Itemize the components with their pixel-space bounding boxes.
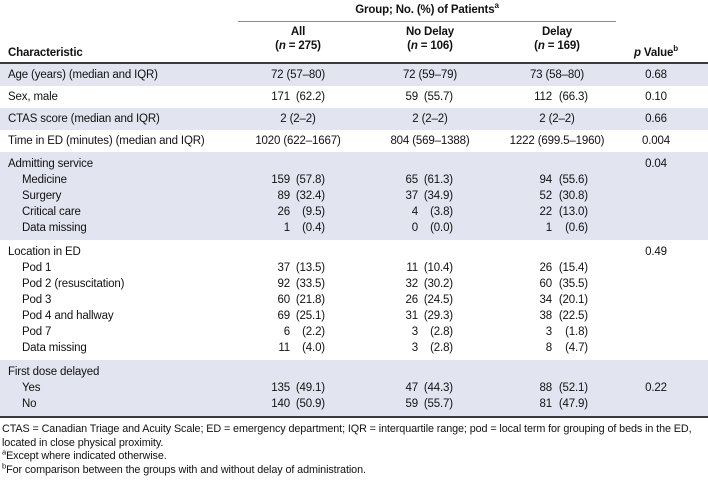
table-row [0, 188, 708, 204]
count-value: 60 [539, 278, 552, 290]
cell-delay [502, 380, 612, 396]
cell-no-delay [368, 86, 492, 108]
cell-delay [502, 220, 612, 236]
table-row [0, 86, 708, 108]
table-row [0, 308, 708, 324]
footnote-marker: a [2, 447, 7, 457]
percent-value: (55.7) [423, 398, 453, 410]
count-value: 0 [411, 222, 418, 234]
percent-value: (0.6) [565, 222, 588, 234]
count-value: 31 [405, 310, 418, 322]
cell-all: 72 (57–80) [270, 69, 326, 81]
group-spanner-heading [238, 1, 616, 19]
table-row [0, 340, 708, 356]
footnotes [0, 418, 708, 477]
percent-value: (57.8) [295, 174, 325, 186]
row-label: Pod 4 and hallway [22, 310, 114, 322]
percent-value: (21.8) [295, 294, 325, 306]
table-row [0, 130, 708, 152]
percent-value: (13.5) [295, 262, 325, 274]
group-n [502, 39, 612, 53]
count-value: 92 [277, 278, 290, 290]
percent-value: (1.8) [565, 326, 588, 338]
percent-value: (35.5) [558, 278, 588, 290]
percent-value: (61.3) [423, 174, 453, 186]
cell-delay [502, 396, 612, 412]
n-italic: n [537, 40, 545, 52]
cell-delay [502, 276, 612, 292]
percent-value: (30.2) [423, 278, 453, 290]
table-row [0, 244, 708, 260]
table-row [0, 324, 708, 340]
count-value: 26 [405, 294, 418, 306]
cell-delay [502, 340, 612, 356]
group-column-header-delay [502, 25, 612, 53]
group-name: Delay [542, 26, 572, 38]
row-label: Age (years) (median and IQR) [8, 69, 158, 81]
cell-delay [502, 86, 612, 108]
table-row [0, 204, 708, 220]
row-band [0, 130, 708, 152]
p-value: 0.66 [645, 113, 667, 125]
percent-value: (15.4) [558, 262, 588, 274]
count-value: 47 [405, 382, 418, 394]
cell-no-delay [368, 380, 492, 396]
count-value: 3 [545, 326, 552, 338]
row-label: Yes [22, 382, 41, 394]
table-row [0, 172, 708, 188]
cell-no-delay [368, 276, 492, 292]
percent-value: (3.8) [430, 206, 453, 218]
percent-value: (25.1) [295, 310, 325, 322]
cell-delay: 1222 (699.5–1960) [509, 135, 605, 147]
percent-value: (0.0) [430, 222, 453, 234]
count-value: 38 [539, 310, 552, 322]
row-label: Pod 1 [22, 262, 52, 274]
p-value: 0.04 [645, 158, 667, 170]
cell-delay: 2 (2–2) [539, 113, 575, 125]
count-value: 26 [277, 206, 290, 218]
p-value: 0.10 [645, 91, 667, 103]
group-spanner-text: Group; No. (%) of Patients [355, 4, 495, 16]
cell-no-delay [368, 308, 492, 324]
percent-value: (2.8) [430, 326, 453, 338]
p-value: 0.22 [645, 382, 667, 394]
count-value: 37 [405, 190, 418, 202]
count-value: 3 [411, 326, 418, 338]
count-value: 135 [271, 382, 290, 394]
percent-value: (49.1) [295, 382, 325, 394]
count-value: 60 [277, 294, 290, 306]
percent-value: (29.3) [423, 310, 453, 322]
percent-value: (32.4) [295, 190, 325, 202]
group-name: No Delay [405, 26, 454, 38]
footnote-marker: b [2, 460, 7, 470]
percent-value: (52.1) [558, 382, 588, 394]
cell-all [240, 220, 356, 236]
p-label: Value [640, 47, 674, 59]
count-value: 11 [278, 342, 290, 354]
count-value: 8 [545, 342, 552, 354]
cell-delay [502, 204, 612, 220]
group-column-header-no-delay [368, 25, 492, 53]
cell-delay [502, 308, 612, 324]
count-value: 94 [539, 174, 552, 186]
cell-no-delay [368, 396, 492, 412]
table-row [0, 260, 708, 276]
cell-all [240, 188, 356, 204]
count-value: 11 [406, 262, 418, 274]
row-label: Medicine [22, 174, 67, 186]
p-italic: p [634, 47, 641, 59]
count-value: 89 [277, 190, 290, 202]
percent-value: (10.4) [423, 262, 453, 274]
count-value: 34 [539, 294, 552, 306]
cell-no-delay [368, 172, 492, 188]
p-value: 0.68 [645, 69, 667, 81]
cell-all [240, 276, 356, 292]
row-band [0, 152, 708, 240]
table-row [0, 220, 708, 236]
percent-value: (9.5) [302, 206, 325, 218]
table-row [0, 396, 708, 412]
count-value: 37 [277, 262, 290, 274]
row-band [0, 240, 708, 360]
percent-value: (66.3) [558, 91, 588, 103]
row-label: Critical care [22, 206, 81, 218]
footnote-marker-a: a [494, 1, 499, 11]
percent-value: (4.7) [565, 342, 588, 354]
n-pre: ( [407, 40, 411, 52]
footnote: $^b$For comparison between the groups with and without delay of administration. [2, 460, 366, 476]
table-row [0, 292, 708, 308]
table-figure [0, 1, 708, 477]
group-n [368, 39, 492, 53]
cell-no-delay [368, 260, 492, 276]
cell-all [240, 292, 356, 308]
row-label: Admitting service [8, 158, 94, 170]
count-value: 3 [411, 342, 418, 354]
percent-value: (4.0) [302, 342, 325, 354]
percent-value: (33.5) [295, 278, 325, 290]
footnote-marker-b: b [673, 44, 678, 54]
row-label: Data missing [22, 342, 87, 354]
n-italic: n [410, 40, 418, 52]
table-body [0, 64, 708, 416]
p-value: 0.004 [641, 135, 671, 147]
n-value: = 169) [544, 40, 580, 52]
percent-value: (30.8) [558, 190, 588, 202]
count-value: 59 [405, 398, 418, 410]
count-value: 26 [539, 262, 552, 274]
cell-all [240, 308, 356, 324]
p-value-header [610, 44, 702, 59]
n-value: = 106) [417, 40, 453, 52]
table-header [0, 1, 708, 64]
table-row [0, 64, 708, 86]
percent-value: (55.6) [558, 174, 588, 186]
footnote: $^a$Except where indicated otherwise. [2, 447, 167, 462]
percent-value: (22.5) [558, 310, 588, 322]
percent-value: (2.2) [302, 326, 325, 338]
count-value: 4 [411, 206, 418, 218]
n-pre: ( [534, 40, 538, 52]
count-value: 22 [539, 206, 552, 218]
table-row [0, 380, 708, 396]
group-n [240, 39, 356, 53]
cell-delay [502, 260, 612, 276]
footnote: CTAS = Canadian Triage and Acuity Scale; ED = emergency department; IQR = interquartile range; pod = local term for grouping of beds in the ED, located in close physical proximity. [2, 423, 692, 449]
row-band [0, 86, 708, 108]
count-value: 1 [545, 222, 552, 234]
count-value: 32 [405, 278, 418, 290]
cell-no-delay: 804 (569–1388) [390, 135, 470, 147]
percent-value: (20.1) [558, 294, 588, 306]
count-value: 59 [405, 91, 418, 103]
cell-no-delay [368, 292, 492, 308]
cell-delay [502, 188, 612, 204]
percent-value: (34.9) [423, 190, 453, 202]
cell-delay: 73 (58–80) [529, 69, 585, 81]
cell-no-delay: 2 (2–2) [412, 113, 448, 125]
cell-all [240, 340, 356, 356]
table-row [0, 108, 708, 130]
cell-no-delay [368, 324, 492, 340]
column-headers-row [0, 22, 708, 62]
row-label: Location in ED [8, 246, 81, 258]
count-value: 81 [539, 398, 552, 410]
cell-delay [502, 172, 612, 188]
count-value: 112 [534, 91, 552, 103]
percent-value: (44.3) [423, 382, 453, 394]
n-pre: ( [275, 40, 279, 52]
percent-value: (2.8) [430, 342, 453, 354]
cell-all: 1020 (622–1667) [255, 135, 341, 147]
row-band [0, 108, 708, 130]
row-label: Time in ED (minutes) (median and IQR) [8, 135, 205, 147]
row-label: Pod 7 [22, 326, 52, 338]
cell-all [240, 172, 356, 188]
cell-all [240, 204, 356, 220]
cell-no-delay [368, 220, 492, 236]
table-row [0, 276, 708, 292]
row-label: No [22, 398, 37, 410]
table-row [0, 156, 708, 172]
row-label: Pod 2 (resuscitation) [22, 278, 125, 290]
row-label: Data missing [22, 222, 87, 234]
p-value: 0.49 [645, 246, 667, 258]
percent-value: (50.9) [295, 398, 325, 410]
count-value: 171 [271, 91, 290, 103]
characteristic-header: Characteristic [8, 47, 83, 59]
cell-no-delay [368, 204, 492, 220]
cell-all [240, 380, 356, 396]
n-value: = 275) [285, 40, 321, 52]
cell-no-delay [368, 340, 492, 356]
cell-all [240, 396, 356, 412]
cell-no-delay: 72 (59–79) [402, 69, 458, 81]
percent-value: (13.0) [558, 206, 588, 218]
cell-no-delay [368, 188, 492, 204]
count-value: 69 [277, 310, 290, 322]
count-value: 88 [539, 382, 552, 394]
count-value: 159 [271, 174, 290, 186]
count-value: 140 [271, 398, 290, 410]
percent-value: (47.9) [558, 398, 588, 410]
row-label: Pod 3 [22, 294, 52, 306]
cell-all [240, 260, 356, 276]
group-name: All [290, 26, 306, 38]
count-value: 1 [283, 222, 290, 234]
cell-delay [502, 292, 612, 308]
n-italic: n [278, 40, 286, 52]
percent-value: (0.4) [302, 222, 325, 234]
count-value: 65 [405, 174, 418, 186]
count-value: 6 [283, 326, 290, 338]
row-label: First dose delayed [8, 366, 100, 378]
table-row [0, 364, 708, 380]
percent-value: (24.5) [423, 294, 453, 306]
cell-delay [502, 324, 612, 340]
cell-all [240, 324, 356, 340]
row-label: Sex, male [8, 91, 58, 103]
group-column-header-all [240, 25, 356, 53]
row-band [0, 360, 708, 416]
percent-value: (62.2) [295, 91, 325, 103]
cell-all: 2 (2–2) [280, 113, 316, 125]
cell-all [240, 86, 356, 108]
row-band [0, 64, 708, 86]
row-label: CTAS score (median and IQR) [8, 113, 160, 125]
count-value: 52 [539, 190, 552, 202]
row-label: Surgery [22, 190, 62, 202]
percent-value: (55.7) [423, 91, 453, 103]
